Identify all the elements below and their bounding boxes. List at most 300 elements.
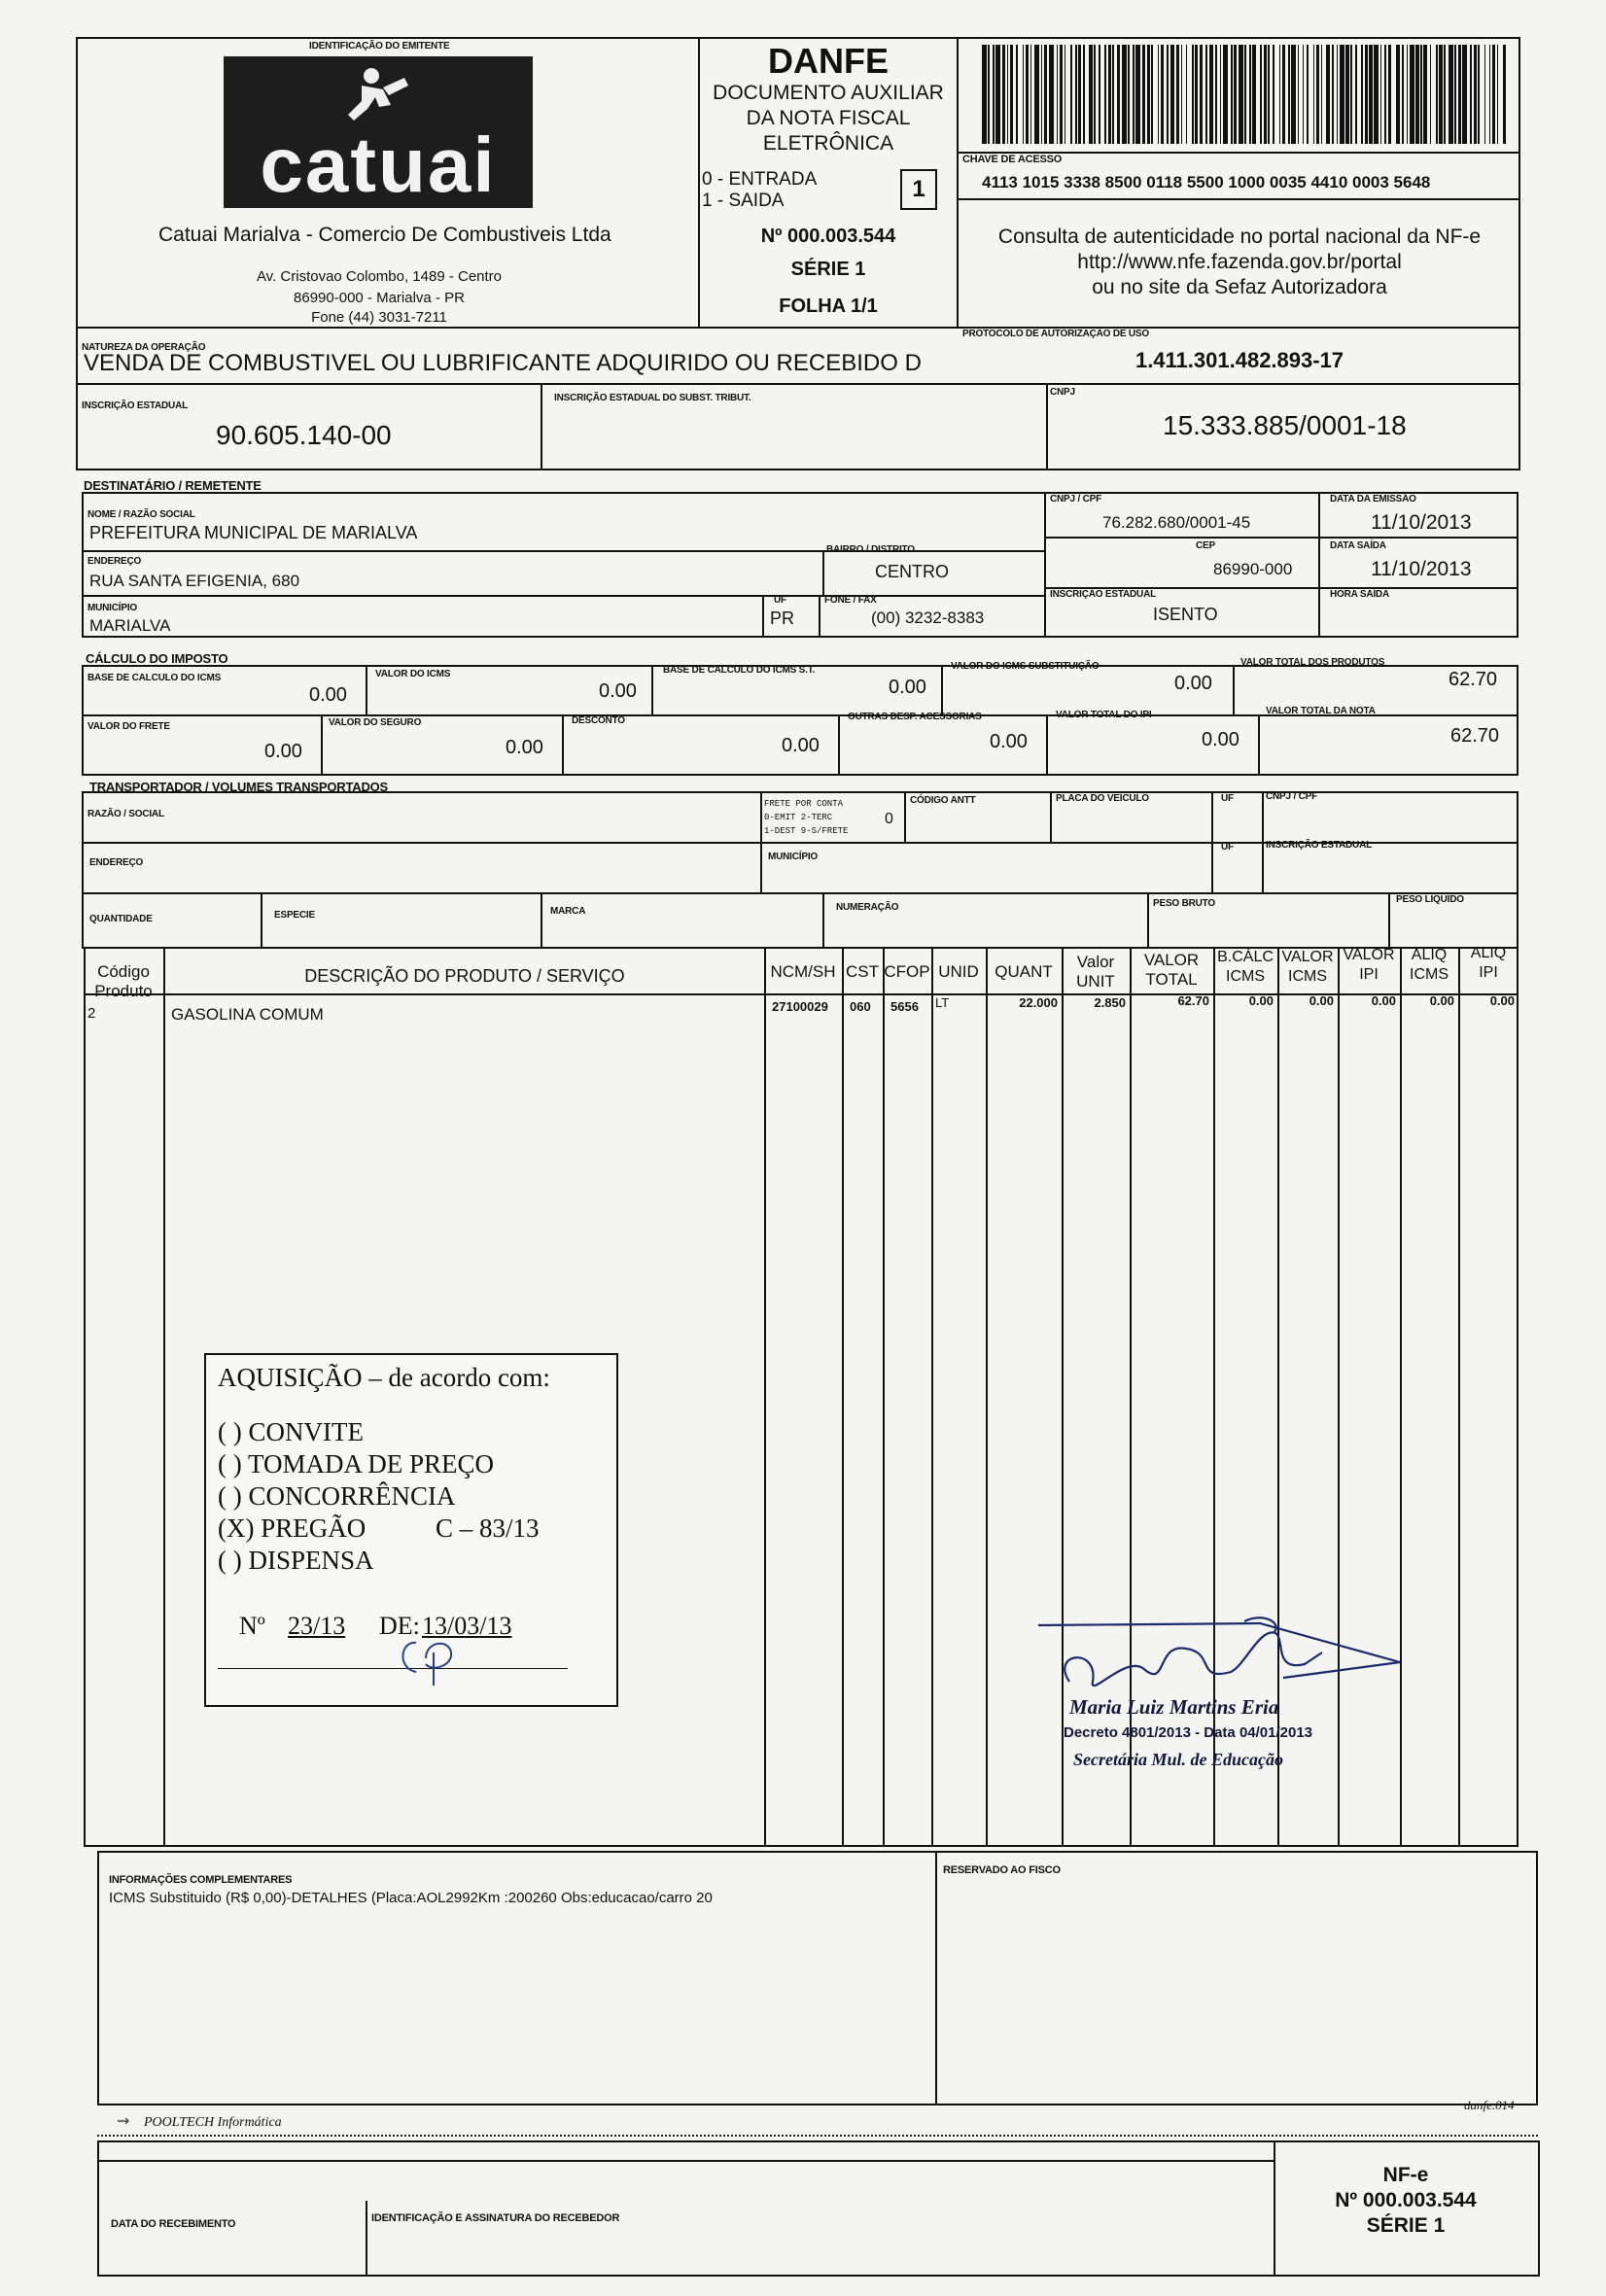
protocolo-value: 1.411.301.482.893-17 — [1135, 348, 1344, 372]
column-divider — [842, 947, 844, 1847]
danfe-type-box: 1 — [900, 169, 937, 210]
stamp-option-pregao: (X) PREGÃO — [218, 1513, 367, 1543]
receipt-serie: SÉRIE 1 — [1366, 2214, 1446, 2237]
emitter-address: Av. Cristovao Colombo, 1489 - Centro — [256, 268, 503, 285]
column-divider — [1458, 947, 1460, 1847]
barcode-bar — [1355, 45, 1357, 144]
municipio-label: MUNICÍPIO — [87, 603, 137, 613]
barcode-bar — [1104, 45, 1106, 144]
barcode-bar — [1075, 45, 1077, 144]
stamp-option-convite: ( ) CONVITE — [218, 1417, 364, 1446]
barcode-bar — [1057, 45, 1059, 144]
calculo-section-label: CÁLCULO DO IMPOSTO — [86, 651, 228, 666]
dest-ie-value: ISENTO — [1153, 605, 1218, 624]
divider — [941, 665, 943, 714]
stamp-option-tomada: ( ) TOMADA DE PREÇO — [218, 1449, 495, 1478]
barcode-bar — [1345, 45, 1348, 144]
danfe-saida: 1 - SAIDA — [702, 191, 785, 211]
barcode-bar — [1268, 45, 1270, 144]
fone-value: (00) 3232-8383 — [871, 609, 985, 627]
signature-stamp-name: Maria Luiz Martins Eria — [1069, 1695, 1279, 1719]
column-divider — [883, 947, 885, 1847]
divider — [1258, 714, 1260, 776]
peso-liquido-label: PESO LÍQUIDO — [1396, 894, 1464, 905]
dest-uf-label: UF — [774, 595, 786, 606]
barcode-bar — [1420, 45, 1422, 144]
logo-text: catuai — [260, 122, 497, 208]
divider — [541, 383, 542, 470]
cell-vtotal: 62.70 — [1177, 993, 1209, 1008]
barcode-bar — [1321, 45, 1323, 144]
hdr-bcalc-2: ICMS — [1226, 968, 1265, 985]
barcode-bar — [1361, 45, 1363, 144]
receipt-nfe: NF-e — [1382, 2164, 1429, 2186]
cell-descricao: GASOLINA COMUM — [171, 1005, 324, 1024]
barcode-bar — [1303, 45, 1305, 144]
barcode-bar — [1326, 45, 1331, 144]
cell-cfop: 5656 — [890, 999, 919, 1014]
barcode-bar — [1410, 45, 1414, 144]
hdr-bcalc-1: B.CÁLC — [1217, 949, 1274, 965]
barcode-bar — [1337, 45, 1339, 144]
column-divider — [163, 947, 165, 1847]
barcode-bar — [1016, 45, 1018, 144]
divider — [1388, 892, 1390, 949]
barcode-bar — [1249, 45, 1251, 144]
barcode-bar — [1181, 45, 1183, 144]
barcode-bar — [1458, 45, 1461, 144]
barcode-bar — [1200, 45, 1203, 144]
hdr-vunit-2: UNIT — [1076, 972, 1115, 991]
hdr-descricao: DESCRIÇÃO DO PRODUTO / SERVIÇO — [304, 966, 625, 986]
barcode-bar — [995, 45, 1000, 144]
stamp-numero: 23/13 — [288, 1612, 346, 1640]
divider — [762, 595, 764, 638]
protocolo-label: PROTOCOLO DE AUTORIZAÇÃO DE USO — [962, 329, 1149, 339]
placa-label: PLACA DO VEÍCULO — [1056, 793, 1149, 804]
divider — [822, 550, 824, 595]
barcode-bar — [1161, 45, 1164, 144]
bairro-label: BAIRRO / DISTRITO — [826, 544, 915, 555]
barcode-bar — [1195, 45, 1198, 144]
frete-label: VALOR DO FRETE — [87, 721, 170, 732]
divider — [819, 595, 820, 638]
cell-ncm: 27100029 — [772, 999, 828, 1014]
barcode-bar — [1388, 45, 1391, 144]
transp-municipio-label: MUNICÍPIO — [768, 852, 818, 862]
valor-st-value: 0.00 — [1174, 673, 1212, 694]
cell-vicms: 0.00 — [1309, 993, 1334, 1008]
total-produtos-value: 62.70 — [1449, 669, 1498, 690]
barcode-bar — [1449, 45, 1453, 144]
divider — [76, 383, 1520, 385]
emissao-label: DATA DA EMISSÃO — [1330, 494, 1416, 504]
cell-aicms: 0.00 — [1429, 993, 1454, 1008]
cell-vipi: 0.00 — [1371, 993, 1396, 1008]
barcode-bar — [1430, 45, 1432, 144]
barcode-bar — [1070, 45, 1072, 144]
endereco-label: ENDEREÇO — [87, 556, 142, 567]
barcode-bar — [1007, 45, 1009, 144]
consulta-line-1: Consulta de autenticidade no portal nacional da NF-e — [997, 226, 1482, 248]
stamp-numero-label: Nº — [239, 1612, 265, 1640]
divider — [822, 892, 824, 949]
danfe-subtitle-3: ELETRÔNICA — [762, 132, 894, 155]
divider — [957, 198, 1520, 200]
municipio-value: MARIALVA — [89, 616, 171, 635]
peso-bruto-label: PESO BRUTO — [1153, 898, 1215, 909]
ie-value: 90.605.140-00 — [216, 420, 392, 450]
barcode-bar — [1099, 45, 1100, 144]
barcode-bar — [1023, 45, 1025, 144]
stamp-data: 13/03/13 — [422, 1612, 512, 1640]
access-key-label: CHAVE DE ACESSO — [962, 154, 1063, 165]
barcode-bar — [1307, 45, 1309, 144]
software-credit: POOLTECH Informática — [144, 2115, 282, 2130]
emissao-value: 11/10/2013 — [1371, 511, 1472, 534]
barcode-bar — [1205, 45, 1207, 144]
emitter-name: Catuai Marialva - Comercio De Combustiveis Ltda — [158, 224, 611, 246]
cell-vunit: 2.850 — [1094, 995, 1126, 1010]
barcode-bar — [1470, 45, 1472, 144]
barcode-bar — [988, 45, 990, 144]
barcode-bar — [1135, 45, 1140, 144]
barcode-bar — [1369, 45, 1372, 144]
access-key: 4113 1015 3338 8500 0118 5500 1000 0035 4410 0003 5648 — [982, 173, 1431, 191]
ipi-label: VALOR TOTAL DO IPI — [1056, 710, 1152, 720]
valor-icms-label: VALOR DO ICMS — [375, 669, 451, 679]
fisco-label: RESERVADO AO FISCO — [943, 1864, 1061, 1876]
divider — [1044, 537, 1519, 539]
info-label: INFORMAÇÕES COMPLEMENTARES — [109, 1874, 293, 1886]
barcode-bar — [1044, 45, 1047, 144]
frete-por-conta-1: FRETE POR CONTA — [764, 799, 844, 809]
total-produtos-label: VALOR TOTAL DOS PRODUTOS — [1240, 657, 1385, 668]
divider — [82, 892, 1519, 894]
cep-label: CEP — [1196, 540, 1215, 551]
hdr-vipi-1: VALOR — [1343, 947, 1395, 963]
hdr-unid: UNID — [938, 962, 979, 981]
barcode-bar — [1407, 45, 1409, 144]
barcode-bar — [1380, 45, 1382, 144]
base-icms-value: 0.00 — [309, 684, 347, 706]
danfe-series: SÉRIE 1 — [790, 259, 866, 280]
divider — [1211, 791, 1213, 892]
cep-value: 86990-000 — [1213, 560, 1293, 578]
cell-unid: LT — [935, 995, 950, 1010]
total-nota-label: VALOR TOTAL DA NOTA — [1266, 706, 1376, 716]
ipi-value: 0.00 — [1202, 729, 1239, 750]
barcode-bar — [1220, 45, 1222, 144]
transporte-section-label: TRANSPORTADOR / VOLUMES TRANSPORTADOS — [89, 780, 389, 794]
hdr-codigo-1: Código — [97, 962, 150, 981]
barcode-bar — [1041, 45, 1043, 144]
stamp-pregao-ref: C – 83/13 — [436, 1513, 540, 1543]
transp-endereco-label: ENDEREÇO — [89, 857, 144, 868]
hdr-aicms-1: ALIQ — [1411, 947, 1448, 963]
hdr-aicms-2: ICMS — [1410, 966, 1449, 983]
barcode-bar — [1167, 45, 1169, 144]
receipt-numero: Nº 000.003.544 — [1335, 2189, 1477, 2211]
barcode-bar — [1186, 45, 1188, 144]
barcode-bar — [1332, 45, 1334, 144]
frete-value: 0.00 — [264, 741, 302, 762]
signature-stamp-role: Secretária Mul. de Educação — [1073, 1750, 1283, 1769]
endereco-value: RUA SANTA EFIGENIA, 680 — [89, 572, 300, 590]
barcode-bar — [1147, 45, 1150, 144]
divider — [366, 2201, 367, 2277]
cnpj-label: CNPJ — [1050, 387, 1075, 398]
emitter-city: 86990-000 - Marialva - PR — [294, 290, 465, 306]
divider — [1318, 492, 1320, 638]
hdr-vtotal-2: TOTAL — [1145, 970, 1198, 989]
base-st-label: BASE DE CALCULO DO ICMS S.T. — [663, 665, 816, 676]
barcode-bar — [1340, 45, 1344, 144]
stamp-data-label: DE: — [379, 1612, 420, 1640]
barcode-bar — [1462, 45, 1467, 144]
barcode-bar — [1478, 45, 1480, 144]
natureza-label: NATUREZA DA OPERAÇÃO — [82, 342, 206, 353]
barcode-bar — [1158, 45, 1160, 144]
column-divider — [931, 947, 933, 1847]
stamp-option-concorrencia: ( ) CONCORRÊNCIA — [218, 1481, 456, 1511]
barcode-bar — [1060, 45, 1063, 144]
access-key-barcode — [982, 45, 1507, 144]
divider — [82, 595, 1044, 597]
hdr-vipi-2: IPI — [1359, 966, 1379, 983]
barcode-bar — [1133, 45, 1135, 144]
dest-uf-value: PR — [770, 609, 795, 628]
fone-label: FONE / FAX — [824, 595, 877, 606]
bairro-value: CENTRO — [875, 562, 949, 581]
barcode-bar — [1454, 45, 1456, 144]
barcode-bar — [1313, 45, 1315, 144]
marca-label: MARCA — [550, 906, 586, 917]
quantidade-label: QUANTIDADE — [89, 914, 153, 924]
divider — [651, 665, 653, 714]
pooltech-icon: ⇝ — [117, 2113, 130, 2130]
info-value: ICMS Substituido (R$ 0,00)-DETALHES (Placa:AOL2992Km :200260 Obs:educacao/carro 20 — [109, 1890, 713, 1906]
barcode-bar — [1273, 45, 1274, 144]
dest-ie-label: INSCRIÇÃO ESTADUAL — [1050, 589, 1156, 600]
barcode-bar — [1089, 45, 1092, 144]
divider — [1044, 492, 1046, 638]
numeracao-label: NUMERAÇÃO — [836, 902, 899, 913]
divider — [76, 327, 1520, 329]
barcode-bar — [1415, 45, 1418, 144]
danfe-entrada: 0 - ENTRADA — [702, 169, 818, 190]
cnpj-value: 15.333.885/0001-18 — [1163, 410, 1407, 440]
transp-uf-label: UF — [1221, 793, 1234, 804]
hdr-ncm: NCM/SH — [770, 962, 836, 981]
signature-scribble — [1030, 1614, 1419, 1701]
barcode-bar — [1002, 45, 1005, 144]
barcode-bar — [982, 45, 987, 144]
hora-label: HORA SAÍDA — [1330, 589, 1389, 600]
natureza-value: VENDA DE COMBUSTIVEL OU LUBRIFICANTE ADQUIRIDO OU RECEBIDO D — [84, 350, 922, 376]
barcode-bar — [1049, 45, 1054, 144]
barcode-bar — [993, 45, 995, 144]
barcode-bar — [1231, 45, 1233, 144]
cell-bcalc: 0.00 — [1248, 993, 1274, 1008]
barcode-bar — [1030, 45, 1032, 144]
barcode-bar — [1291, 45, 1296, 144]
desconto-value: 0.00 — [782, 735, 820, 756]
razao-label: RAZÃO / SOCIAL — [87, 809, 164, 819]
divider — [1046, 383, 1048, 470]
barcode-bar — [1209, 45, 1214, 144]
barcode-bar — [1108, 45, 1111, 144]
ie-st-label: INSCRIÇÃO ESTADUAL DO SUBST. TRIBUT. — [554, 393, 751, 403]
hdr-codigo-2: Produto — [94, 982, 153, 1000]
valor-icms-value: 0.00 — [599, 680, 637, 702]
barcode-bar — [1244, 45, 1246, 144]
danfe-subtitle-1: DOCUMENTO AUXILIAR — [713, 82, 944, 104]
antt-label: CÓDIGO ANTT — [910, 795, 976, 806]
divider — [1147, 892, 1149, 949]
hdr-cfop: CFOP — [884, 962, 930, 981]
barcode-bar — [1282, 45, 1285, 144]
barcode-bar — [1298, 45, 1300, 144]
barcode-bar — [1026, 45, 1029, 144]
especie-label: ESPECIE — [274, 910, 315, 921]
stamp-title: AQUISIÇÃO – de acordo com: — [218, 1363, 550, 1392]
hdr-vunit-1: Valor — [1076, 953, 1115, 971]
hdr-aipi-2: IPI — [1479, 964, 1498, 981]
divider — [1262, 791, 1264, 892]
column-divider — [986, 947, 988, 1847]
frete-por-conta-3: 1-DEST 9-S/FRETE — [764, 826, 849, 836]
barcode-bar — [1444, 45, 1446, 144]
barcode-bar — [1279, 45, 1281, 144]
ie-label: INSCRIÇÃO ESTADUAL — [82, 400, 188, 411]
base-icms-label: BASE DE CALCULO DO ICMS — [87, 673, 222, 683]
outras-label: OUTRAS DESP. ACESSORIAS — [848, 712, 982, 722]
divider — [366, 665, 367, 714]
barcode-bar — [1142, 45, 1145, 144]
cut-line — [97, 2135, 1538, 2137]
barcode-bar — [1083, 45, 1085, 144]
hdr-vtotal-1: VALOR — [1143, 951, 1200, 969]
barcode-bar — [1436, 45, 1438, 144]
frete-por-conta-2: 0-EMIT 2-TERC — [764, 813, 833, 822]
hdr-cst: CST — [846, 962, 879, 981]
identificacao-recebedor-label: IDENTIFICAÇÃO E ASSINATURA DO RECEBEDOR — [371, 2212, 620, 2224]
barcode-bar — [1374, 45, 1379, 144]
divider — [838, 714, 840, 776]
hdr-vicms-1: VALOR — [1281, 949, 1334, 965]
barcode-bar — [1264, 45, 1267, 144]
barcode-bar — [1365, 45, 1368, 144]
consulta-line-3: ou no site da Sefaz Autorizadora — [1092, 276, 1387, 298]
form-code: danfe.014 — [1464, 2098, 1515, 2112]
base-st-value: 0.00 — [889, 677, 926, 698]
signature-stamp-decree: Decreto 4801/2013 - Data 04/01/2013 — [1064, 1724, 1313, 1741]
barcode-bar — [1094, 45, 1096, 144]
column-divider — [764, 947, 766, 1847]
cell-aipi: 0.00 — [1489, 993, 1515, 1008]
barcode-bar — [1151, 45, 1153, 144]
barcode-bar — [1439, 45, 1442, 144]
handwritten-initials — [387, 1629, 474, 1687]
barcode-bar — [1170, 45, 1175, 144]
barcode-bar — [1122, 45, 1127, 144]
divider — [1046, 714, 1048, 776]
consulta-line-2: http://www.nfe.fazenda.gov.br/portal — [1077, 251, 1402, 273]
barcode-bar — [1316, 45, 1319, 144]
barcode-bar — [1252, 45, 1255, 144]
desconto-label: DESCONTO — [572, 715, 625, 726]
emitter-section-label: IDENTIFICAÇÃO DO EMITENTE — [309, 41, 450, 52]
transp-ie-label: INSCRIÇÃO ESTADUAL — [1266, 840, 1372, 851]
danfe-page: FOLHA 1/1 — [779, 296, 878, 317]
stamp-option-dispensa: ( ) DISPENSA — [218, 1546, 374, 1575]
cell-cst: 060 — [850, 999, 871, 1014]
barcode-bar — [1489, 45, 1491, 144]
barcode-bar — [1192, 45, 1194, 144]
total-nota-value: 62.70 — [1450, 725, 1500, 747]
barcode-bar — [1474, 45, 1477, 144]
barcode-bar — [1176, 45, 1179, 144]
barcode-bar — [1078, 45, 1081, 144]
barcode-bar — [1288, 45, 1290, 144]
dest-cnpj-label: CNPJ / CPF — [1050, 494, 1102, 504]
transp-uf2-label: UF — [1221, 842, 1234, 852]
barcode-bar — [1112, 45, 1114, 144]
destinatario-frame — [82, 492, 1519, 638]
barcode-bar — [1128, 45, 1130, 144]
saida-value: 11/10/2013 — [1371, 558, 1472, 580]
danfe-number: Nº 000.003.544 — [760, 226, 896, 247]
divider — [321, 714, 323, 776]
danfe-subtitle-2: DA NOTA FISCAL — [746, 107, 911, 129]
transp-cnpj-label: CNPJ / CPF — [1266, 791, 1318, 802]
barcode-bar — [1503, 45, 1506, 144]
barcode-bar — [1215, 45, 1217, 144]
barcode-bar — [1010, 45, 1013, 144]
hdr-quant: QUANT — [995, 962, 1053, 981]
divider — [957, 37, 959, 327]
divider — [541, 892, 542, 949]
acquisition-stamp — [204, 1353, 618, 1707]
divider — [97, 2160, 1274, 2162]
nome-value: PREFEITURA MUNICIPAL DE MARIALVA — [89, 523, 418, 542]
barcode-bar — [1497, 45, 1499, 144]
barcode-bar — [1384, 45, 1386, 144]
barcode-bar — [1234, 45, 1237, 144]
barcode-bar — [1260, 45, 1262, 144]
valor-st-label: VALOR DO ICMS SUBSTITUIÇÃO — [951, 661, 1100, 672]
seguro-label: VALOR DO SEGURO — [329, 717, 422, 728]
barcode-bar — [1396, 45, 1401, 144]
seguro-value: 0.00 — [506, 737, 543, 758]
destinatario-section-label: DESTINATÁRIO / REMETENTE — [84, 478, 262, 493]
nome-label: NOME / RAZÃO SOCIAL — [87, 509, 195, 520]
barcode-bar — [1065, 45, 1066, 144]
danfe-title: DANFE — [768, 41, 889, 81]
barcode-bar — [1223, 45, 1228, 144]
emitter-phone: Fone (44) 3031-7211 — [311, 309, 447, 326]
saida-label: DATA SAÍDA — [1330, 540, 1386, 551]
divider — [562, 714, 564, 776]
barcode-bar — [1239, 45, 1243, 144]
dest-cnpj-value: 76.282.680/0001-45 — [1102, 513, 1251, 532]
outras-value: 0.00 — [990, 731, 1028, 752]
signature-stamp — [1030, 1614, 1419, 1789]
divider — [1050, 791, 1052, 842]
divider — [904, 791, 906, 842]
hdr-vicms-2: ICMS — [1288, 968, 1327, 985]
